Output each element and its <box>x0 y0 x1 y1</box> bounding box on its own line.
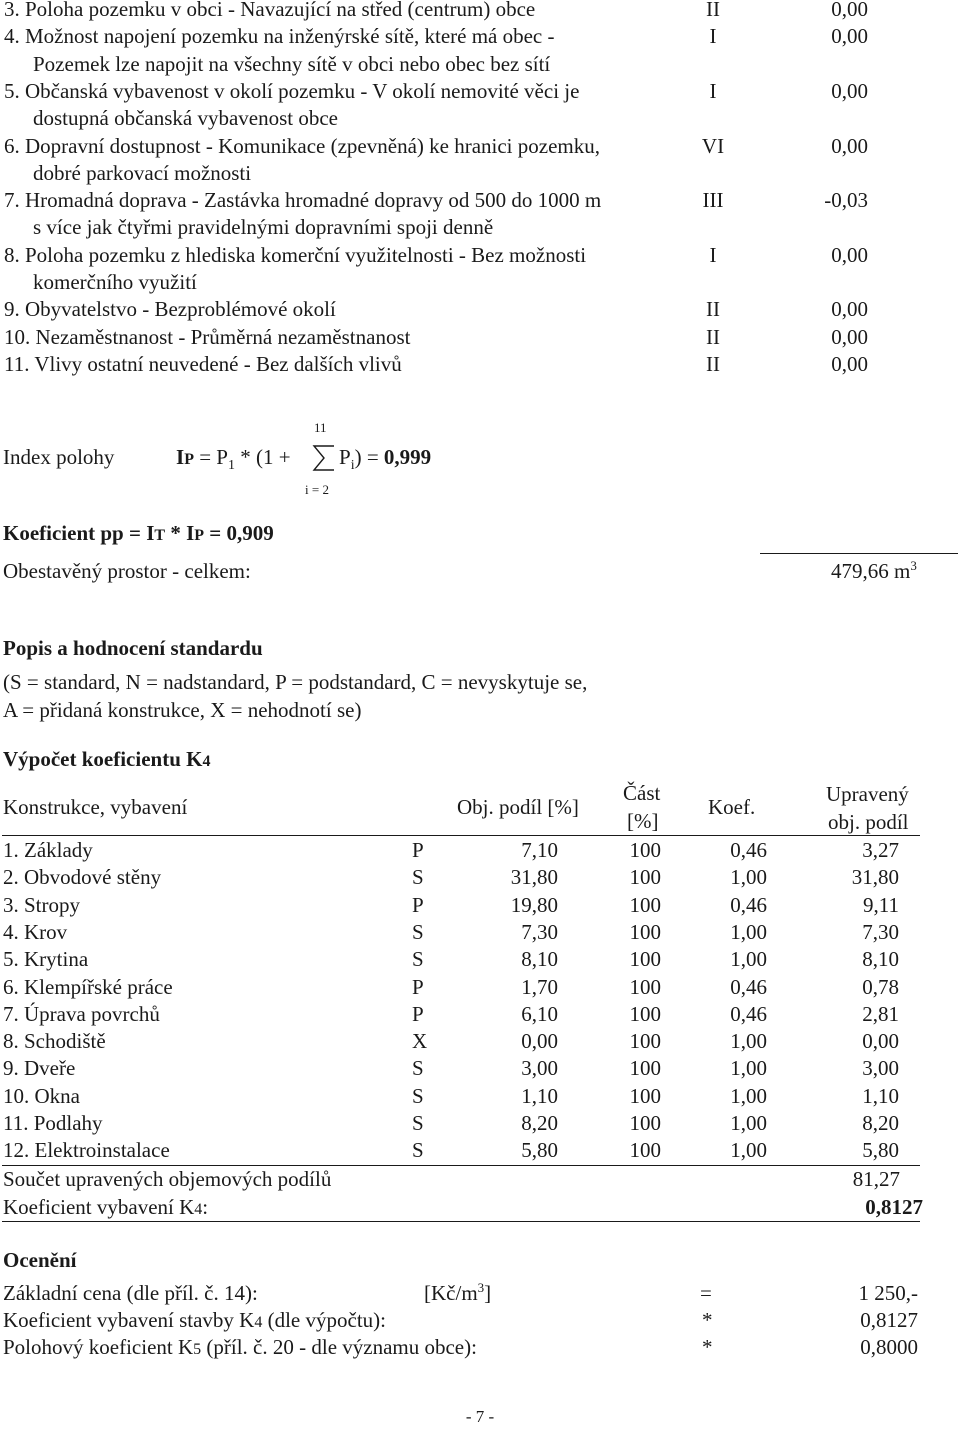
obestaveny-label: Obestavěný prostor - celkem: <box>3 559 251 583</box>
oceneni-row-2-end: (dle výpočtu): <box>262 1308 386 1332</box>
row-cast: 100 <box>629 1111 661 1135</box>
p1-subscript: 1 <box>228 458 235 473</box>
row-upraveny: 31,80 <box>851 865 899 890</box>
row-obj-podil: 3,00 <box>521 1056 558 1081</box>
row-koef: 0,46 <box>730 838 767 862</box>
index-formula-right <box>339 444 431 474</box>
row-standard: P <box>412 1001 424 1026</box>
factor-text-continued: s více jak čtyřmi pravidelnými dopravními spoji denně <box>33 215 494 240</box>
row-standard: S <box>412 1056 424 1081</box>
row-standard: S <box>412 1111 424 1135</box>
row-konstrukce: 4. Krov <box>3 919 68 944</box>
koef-mid: * I <box>165 521 195 545</box>
row-cast: 100 <box>629 1083 661 1108</box>
row-upraveny: 2,81 <box>862 1001 899 1026</box>
popis-line-2: A = přidaná konstrukce, X = nehodnotí se) <box>3 698 362 722</box>
popis-line-1: (S = standard, N = nadstandard, P = podstandard, C = nevyskytuje se, <box>3 670 588 694</box>
eq-part-1: = P <box>193 445 228 469</box>
row-obj-podil: 7,30 <box>521 919 558 944</box>
row-upraveny: 8,10 <box>862 947 899 972</box>
row-koef: 1,00 <box>730 1029 767 1054</box>
factor-text-continued: dobré parkovací možnosti <box>33 160 252 185</box>
row-koef: 1,00 <box>730 865 767 890</box>
eq-part-2: * (1 + <box>235 445 291 469</box>
row-cast: 100 <box>629 1001 661 1026</box>
factor-grade: I <box>709 242 717 267</box>
factor-text-continued: dostupná občanská vybavenost obce <box>33 106 339 131</box>
index-label: Index polohy <box>3 445 115 469</box>
sum-label: Součet upravených objemových podílů <box>3 1167 332 1191</box>
k4-title <box>3 746 210 775</box>
factor-value: 0,00 <box>831 133 868 158</box>
factor-value: 0,00 <box>831 324 868 349</box>
page-number: - 7 - <box>465 1407 495 1426</box>
oceneni-row-2-text: Koeficient vybavení stavby K <box>3 1308 255 1332</box>
koef-prefix: Koeficient pp = I <box>3 521 155 545</box>
factor-grade: I <box>709 24 717 49</box>
ip-letter: I <box>176 445 185 469</box>
obestaveny-number: 479,66 m <box>831 559 911 583</box>
obestaveny-value <box>831 558 917 585</box>
row-koef: 1,00 <box>730 1111 767 1135</box>
oceneni-row-3-op: * <box>702 1335 713 1359</box>
row-konstrukce: 10. Okna <box>3 1083 80 1108</box>
row-koef: 0,46 <box>730 892 767 917</box>
row-upraveny: 0,00 <box>862 1029 899 1054</box>
header-konstrukce: Konstrukce, vybavení <box>3 795 188 819</box>
row-obj-podil: 6,10 <box>521 1001 558 1026</box>
oceneni-row-3-label <box>3 1334 477 1363</box>
row-konstrukce: 12. Elektroinstalace <box>3 1138 170 1163</box>
factor-text: 9. Obyvatelstvo - Bezproblémové okolí <box>4 297 336 322</box>
row-obj-podil: 1,70 <box>521 974 558 999</box>
factor-text: 10. Nezaměstnanost - Průměrná nezaměstnanost <box>4 324 411 349</box>
header-upraveny: Upravený <box>826 782 909 806</box>
row-standard: X <box>412 1029 428 1054</box>
oceneni-row-2-value: 0,8127 <box>860 1308 918 1332</box>
factor-grade: I <box>709 78 717 103</box>
row-konstrukce: 3. Stropy <box>3 892 81 917</box>
row-konstrukce: 6. Klempířské práce <box>3 974 173 999</box>
factor-value: 0,00 <box>831 24 868 49</box>
factor-text: 8. Poloha pozemku z hlediska komerční využitelnosti - Bez možnosti <box>4 242 587 267</box>
header-cast: Část <box>623 781 661 805</box>
factor-value: 0,00 <box>831 351 868 376</box>
row-obj-podil: 0,00 <box>521 1029 558 1054</box>
factor-text: 11. Vlivy ostatní neuvedené - Bez dalších vlivů <box>4 351 402 376</box>
koef-t-sub: T <box>154 527 166 544</box>
row-cast: 100 <box>629 1138 661 1163</box>
row-upraveny: 1,10 <box>862 1083 899 1108</box>
k4-value: 0,8127 <box>865 1195 923 1219</box>
oceneni-row-1-value: 1 250,- <box>858 1281 918 1305</box>
factor-value: 0,00 <box>831 242 868 267</box>
row-cast: 100 <box>629 919 661 944</box>
sum-lower-limit: i = 2 <box>305 482 329 497</box>
row-standard: P <box>412 974 424 999</box>
factor-text: 5. Občanská vybavenost v okolí pozemku - V okolí nemovité věci je <box>4 78 580 103</box>
factor-text-continued: komerčního využití <box>33 270 197 294</box>
row-upraveny: 7,30 <box>862 919 899 944</box>
row-obj-podil: 8,10 <box>521 947 558 972</box>
factor-text-continued: Pozemek lze napojit na všechny sítě v obci nebo obec bez sítí <box>33 51 551 76</box>
factor-value: 0,00 <box>831 0 868 21</box>
oceneni-row-1-label: Základní cena (dle příl. č. 14): <box>3 1281 258 1305</box>
factor-text: 6. Dopravní dostupnost - Komunikace (zpevněná) ke hranici pozemku, <box>4 133 600 158</box>
row-upraveny: 3,00 <box>862 1056 899 1081</box>
row-standard: S <box>412 947 424 972</box>
ip-subscript: P <box>184 451 194 468</box>
factor-grade: II <box>706 0 720 21</box>
row-koef: 1,00 <box>730 1083 767 1108</box>
row-cast: 100 <box>629 1056 661 1081</box>
factor-grade: II <box>706 297 720 322</box>
factor-value: 0,00 <box>831 297 868 322</box>
factor-grade: II <box>706 324 720 349</box>
header-obj-podil-2: obj. podíl <box>828 810 909 834</box>
table-bottom-rule <box>2 1221 920 1222</box>
k4-label-colon: : <box>202 1195 209 1219</box>
k4-label-text: Koeficient vybavení K <box>3 1195 195 1219</box>
row-obj-podil: 5,80 <box>521 1138 558 1163</box>
factor-value: 0,00 <box>831 78 868 103</box>
popis-title: Popis a hodnocení standardu <box>3 636 263 660</box>
koef-suffix: = 0,909 <box>204 521 274 545</box>
factor-value: -0,03 <box>824 188 868 213</box>
oceneni-title: Ocenění <box>3 1248 77 1272</box>
row-konstrukce: 11. Podlahy <box>3 1111 103 1135</box>
row-obj-podil: 8,20 <box>521 1111 558 1135</box>
row-konstrukce: 5. Krytina <box>3 947 89 972</box>
row-upraveny: 9,11 <box>863 892 899 917</box>
obestaveny-exp: 3 <box>910 558 917 573</box>
k4-label-sub: 4 <box>194 1201 203 1218</box>
row-standard: S <box>412 865 424 890</box>
table-header-rule <box>2 835 920 836</box>
row-obj-podil: 31,80 <box>510 865 558 890</box>
sum-value: 81,27 <box>852 1167 900 1191</box>
row-obj-podil: 7,10 <box>521 838 558 862</box>
factor-grade: VI <box>701 133 725 158</box>
row-standard: P <box>412 892 424 917</box>
row-upraveny: 8,20 <box>862 1111 899 1135</box>
row-obj-podil: 1,10 <box>521 1083 558 1108</box>
row-cast: 100 <box>629 1029 661 1054</box>
oceneni-row-1-op: = <box>700 1281 712 1305</box>
row-standard: S <box>412 1138 424 1163</box>
oceneni-row-1-unit <box>424 1280 491 1307</box>
row-cast: 100 <box>629 947 661 972</box>
row-upraveny: 0,78 <box>862 974 899 999</box>
sum-upper-limit: 11 <box>314 420 327 435</box>
pi-letter: P <box>339 445 351 469</box>
row-obj-podil: 19,80 <box>510 892 558 917</box>
obestaveny-rule <box>760 553 958 554</box>
k4-title-text: Výpočet koeficientu K <box>3 747 203 771</box>
oceneni-row-3-sub: 5 <box>193 1341 202 1358</box>
factor-text: 7. Hromadná doprava - Zastávka hromadné dopravy od 500 do 1000 m <box>4 188 602 213</box>
eq-part-3: ) = <box>354 445 384 469</box>
factor-text: 4. Možnost napojení pozemku na inženýrské sítě, které má obec - <box>4 24 555 49</box>
row-standard: P <box>412 838 424 862</box>
factor-text: 3. Poloha pozemku v obci - Navazující na střed (centrum) obce <box>4 0 536 21</box>
row-cast: 100 <box>629 892 661 917</box>
koeficient-pp <box>3 520 274 549</box>
oceneni-row-2-label <box>3 1307 386 1336</box>
row-upraveny: 3,27 <box>862 838 899 862</box>
oceneni-row-2-sub: 4 <box>254 1314 263 1331</box>
row-konstrukce: 9. Dveře <box>3 1056 76 1081</box>
header-obj-podil: Obj. podíl [%] <box>457 795 579 819</box>
row-koef: 0,46 <box>730 1001 767 1026</box>
row-cast: 100 <box>629 974 661 999</box>
sigma-symbol <box>312 444 336 472</box>
row-upraveny: 5,80 <box>862 1138 899 1163</box>
oceneni-row-3-end: (příl. č. 20 - dle významu obce): <box>201 1335 477 1359</box>
row-cast: 100 <box>629 838 661 862</box>
row-konstrukce: 8. Schodiště <box>3 1029 106 1054</box>
koef-p-sub: P <box>194 527 205 544</box>
row-standard: S <box>412 1083 424 1108</box>
factor-grade: II <box>706 351 720 376</box>
header-cast-unit: [%] <box>627 809 659 833</box>
row-konstrukce: 2. Obvodové stěny <box>3 865 162 890</box>
header-koef: Koef. <box>708 795 756 819</box>
row-koef: 1,00 <box>730 1138 767 1163</box>
row-koef: 1,00 <box>730 1056 767 1081</box>
row-koef: 1,00 <box>730 947 767 972</box>
index-formula-left <box>176 444 291 474</box>
oceneni-row-2-op: * <box>702 1308 713 1332</box>
oceneni-unit-exp: 3 <box>477 1280 485 1295</box>
oceneni-row-3-text: Polohový koeficient K <box>3 1335 194 1359</box>
k4-title-sub: 4 <box>202 753 211 770</box>
row-koef: 1,00 <box>730 919 767 944</box>
row-konstrukce: 7. Úprava povrchů <box>3 1001 160 1026</box>
oceneni-unit-end: ] <box>484 1281 492 1305</box>
oceneni-unit-text: [Kč/m <box>424 1281 478 1305</box>
row-standard: S <box>412 919 424 944</box>
row-konstrukce: 1. Základy <box>3 838 93 862</box>
factor-grade: III <box>702 188 724 213</box>
row-koef: 0,46 <box>730 974 767 999</box>
pi-subscript: i <box>350 458 355 473</box>
oceneni-row-3-value: 0,8000 <box>860 1335 918 1359</box>
row-cast: 100 <box>629 865 661 890</box>
k4-label <box>3 1194 208 1223</box>
index-result: 0,999 <box>383 445 432 469</box>
